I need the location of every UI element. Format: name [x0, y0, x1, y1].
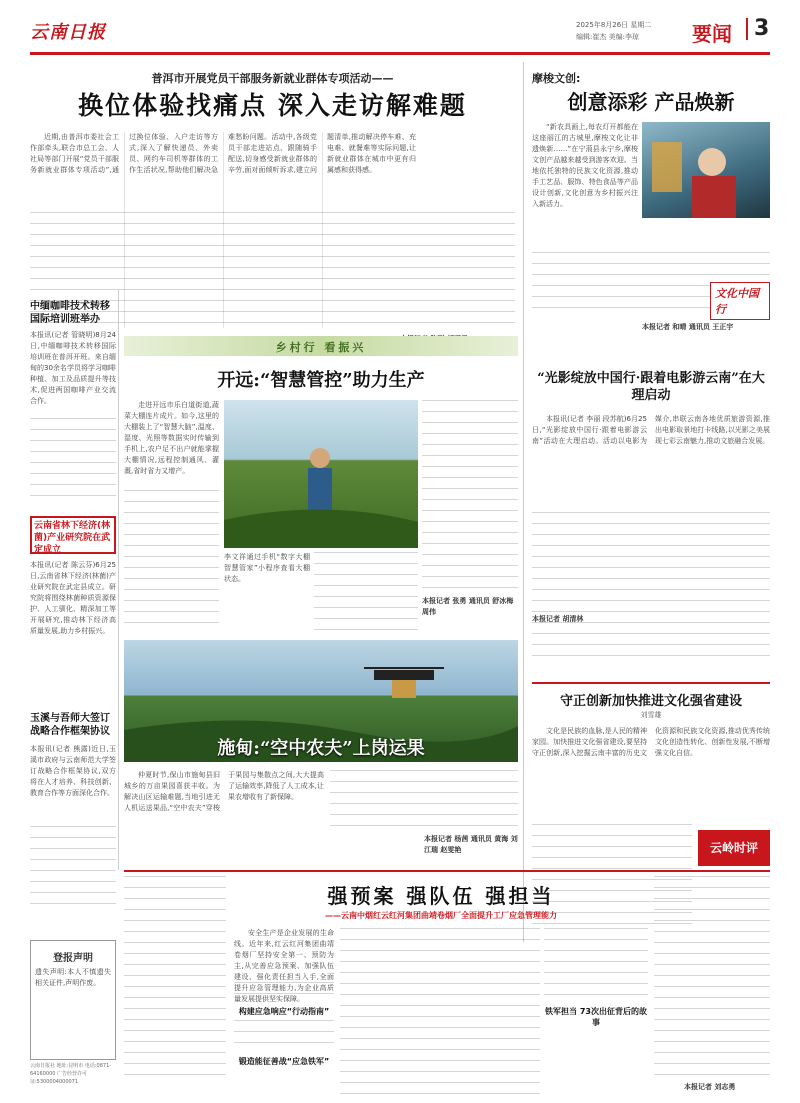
- mosuo-photo-art: [642, 122, 770, 218]
- bottom-col-2: [340, 928, 540, 1094]
- bottom-body: 安全生产是企业发展的生命线。近年来,红云红河集团曲靖卷烟厂坚持安全第一、预防为主,从完善应急预案、加强队伍建设、强化责任担当入手,全面提升应急管理能力,为企业高质量发展提供坚实保障。: [234, 929, 334, 1003]
- opinion-rule: [532, 682, 770, 684]
- yuxi-body: 本报讯(记者 熊露)近日,玉溪市政府与云南师范大学签订战略合作框架协议,双方将在人才培养、科技创新、教育合作等方面深化合作。: [30, 745, 116, 797]
- bottom-title: 强预案 强队伍 强担当: [327, 884, 555, 908]
- kaiyuan-byline: 本报记者 张勇 通讯员 舒冰梅 周伟: [422, 597, 514, 616]
- movie-title: “光影绽放中国行·跟着电影游云南”在大理启动: [537, 371, 765, 403]
- culture-tour-stamp: 文化中国行: [710, 282, 770, 320]
- mosuo-title: 创意添彩 产品焕新: [567, 90, 735, 114]
- bottom-body-continued: [234, 982, 334, 1002]
- coffee-title: 中缅咖啡技术转移国际培训班举办: [30, 301, 110, 325]
- shidian-body-continued: [330, 770, 518, 832]
- movie-byline: 本报记者 胡清林: [532, 615, 584, 623]
- yuxi-body-continued: [30, 826, 116, 906]
- kaiyuan-body: 走进开远市乐白道街道,蔬菜大棚连片成片。如今,这里的大棚装上了“智慧大脑”,温度、湿度、光照等数据实时传输到手机上,农户足不出户就能掌握大棚情况,远程控制通风、灌溉,省时省力又增产。: [124, 401, 219, 475]
- coffee-body-continued: [30, 418, 116, 504]
- section-divider: [746, 18, 748, 40]
- bottom-byline: 本报记者 刘志勇: [684, 1083, 736, 1091]
- mosuo-byline: 本报记者 和晴 通讯员 王正宇: [642, 323, 734, 331]
- bottom-sub1: 构建应急响应“行动指南”: [238, 1007, 330, 1016]
- issue-date: 2025年8月26日 星期二: [576, 21, 652, 29]
- masthead: [30, 14, 770, 54]
- bottom-col-3: [544, 928, 648, 1004]
- shidian-byline: 本报记者 杨茜 通讯员 黄海 刘江瑞 赵雯艳: [424, 835, 518, 854]
- rural-banner-label: 乡村行 看振兴: [275, 341, 367, 354]
- kaiyuan-photo-art: [224, 400, 418, 548]
- opinion-badge: 云岭时评: [698, 830, 770, 866]
- mosuo-body: “新农具画上,每农灯开都能在这座丽江的古城里,摩梭文化让非遗焕新……”在宁蒗县永宁乡,摩梭文创产品越来越受到游客欢迎。当地依托独特的民族文化资源,推动手工艺品、服饰、特色食品等产品设计创新,文化创意为乡村振兴注入新活力。: [532, 123, 638, 208]
- opinion-author: 刘雪雄: [640, 711, 662, 719]
- bottom-rule: [124, 870, 770, 872]
- kaiyuan-body-continued-3: [422, 400, 518, 590]
- shidian-title: 施甸:“空中农夫”上岗运果: [217, 738, 425, 759]
- coffee-body: 本报讯(记者 管晓明)8月24日,中缅咖啡技术转移国际培训班在普洱开班。来自缅甸的30余名学员将学习咖啡种植、加工及品质提升等技术,促进两国咖啡产业交流合作。: [30, 331, 116, 405]
- kaiyuan-caption: 李文祥通过手机“数字大棚智慧管家”小程序查看大棚状态。: [224, 553, 310, 583]
- forest-body: 本报讯(记者 陈云芬)6月25日,云南省林下经济(林菌)产业研究院在武定县成立。研究院将围绕林菌种质资源保护、人工驯化、精深加工等开展研究,推动林下经济高质量发展,助力乡村振兴。: [30, 561, 116, 635]
- notice-ad-text: 遗失声明:本人不慎遗失相关证件,声明作废。: [35, 968, 111, 987]
- mosuo-photo: [642, 122, 770, 218]
- bottom-col-4: [654, 876, 770, 1076]
- kaiyuan-body-continued: [124, 490, 219, 632]
- masthead-rule: [30, 52, 770, 55]
- yuxi-title: 玉溪与吾师大签订战略合作框架协议: [30, 713, 110, 737]
- lead-subtitle: 普洱市开展党员干部服务新就业群体专项活动——: [151, 72, 394, 85]
- movie-body-continued: [532, 512, 770, 658]
- page-number: 3: [754, 16, 770, 41]
- kaiyuan-photo: [224, 400, 418, 548]
- section-name: 要闻: [692, 22, 732, 46]
- opinion-body: 文化是民族的血脉,是人民的精神家园。加快推进文化强省建设,要坚持守正创新,深入挖掘云南丰富的历史文化资源和民族文化资源,推动优秀传统文化创造性转化、创新性发展,不断增强文化自信。: [532, 727, 770, 757]
- movie-body: 本报讯(记者 李丽 段苏航)6月25日,“光影绽放中国行·跟着电影游云南”活动在大理启动。活动以电影为媒介,串联云南各地优质旅游资源,推出电影取景地打卡线路,以光影之美展现七彩云南魅力,推动文旅融合发展。: [532, 415, 770, 445]
- lead-title: 换位体验找痛点 深入走访解难题: [78, 91, 467, 120]
- rural-banner: [124, 336, 518, 356]
- column-separator: [523, 62, 524, 942]
- kaiyuan-body-continued-2: [314, 552, 418, 632]
- bottom-intro-text: [124, 876, 226, 1076]
- kaiyuan-article: [124, 360, 518, 638]
- bottom-article: [124, 876, 770, 1098]
- bottom-sub2: 锻造能征善战“应急铁军”: [238, 1057, 330, 1066]
- lead-body: 近期,由普洱市委社会工作部牵头,联合市总工会、人社局等部门开展“党员干部服务新就业群体专项活动”,通过换位体验、入户走访等方式,深入了解快递员、外卖员、网约车司机等群体的工作生活状况,帮助他们解决急难愁盼问题。活动中,各级党员干部走进站点、跟随骑手配送,切身感受新就业群体的辛劳,面对面倾听诉求,建立问题清单,推动解决停车难、充电难、就餐难等实际问题,让新就业群体在城市中更有归属感和获得感。: [30, 133, 416, 174]
- editors-line: 编辑:崔杰 美编:李琼: [576, 33, 639, 41]
- bottom-subtitle: ——云南中烟红云红河集团曲靖卷烟厂全面提升工厂应急管理能力: [325, 911, 557, 920]
- footer-info: 云南日报社 地址:昆明市 电话:0871-64160000 广告经营许可证:5300004000071: [30, 1063, 112, 1085]
- bottom-sub3: 铁军担当 73次出征背后的故事: [545, 1007, 647, 1027]
- column-separator-left: [118, 290, 119, 870]
- shidian-body: 仲夏时节,保山市施甸县旧城乡的万亩果园喜获丰收。为解决山区运输难题,当地引进无人机运送果品,“空中农夫”穿梭于果园与集散点之间,大大提高了运输效率,降低了人工成本,让果农增收有了新保障。: [124, 771, 324, 812]
- kaiyuan-title: 开远:“智慧管控”助力生产: [217, 370, 425, 391]
- movie-article: [532, 370, 770, 670]
- notice-ad-box: [30, 940, 116, 1060]
- mosuo-article: [532, 62, 770, 362]
- notice-ad-label: 登报声明: [53, 953, 93, 964]
- mosuo-header: 摩梭文创:: [532, 72, 581, 85]
- bottom-sub1-text: [234, 1020, 334, 1050]
- opinion-title: 守正创新加快推进文化强省建设: [559, 694, 742, 709]
- forest-title: 云南省林下经济(林菌)产业研究院在武定成立: [34, 521, 111, 555]
- left-column: [30, 268, 116, 908]
- newspaper-logo: 云南日报: [30, 22, 106, 43]
